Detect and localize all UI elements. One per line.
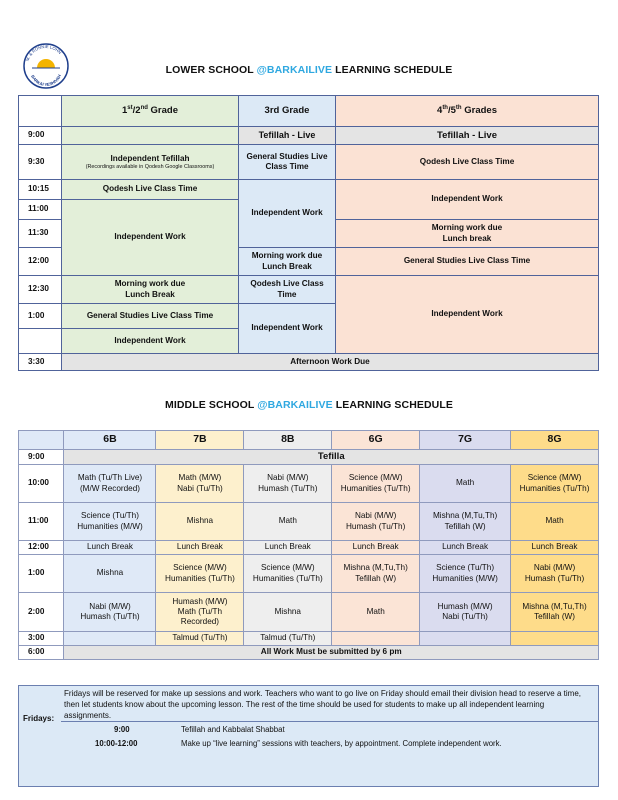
cell-morning-12: Morning work due Lunch Break (62, 276, 239, 304)
time-cell: 11:30 (19, 220, 62, 248)
row-1100 (19, 503, 599, 541)
row-1230 (19, 276, 599, 304)
time-cell: 6:00 (19, 646, 64, 660)
cell-1100-8g: Math (511, 503, 599, 541)
cell-qodesh-3: Qodesh Live Class Time (239, 276, 336, 304)
cell-200-6b: Nabi (M/W) Humash (Tu/Th) (64, 593, 156, 632)
header-7g: 7G (420, 431, 511, 450)
cell-300-7g (420, 632, 511, 646)
lower-title-prefix: LOWER SCHOOL (165, 64, 257, 76)
header-8b: 8B (244, 431, 332, 450)
cell-1000-7g: Math (420, 465, 511, 503)
cell-200-7b: Humash (M/W) Math (Tu/Th Recorded) (156, 593, 244, 632)
cell-300-8b: Talmud (Tu/Th) (244, 632, 332, 646)
time-cell: 10:15 (19, 180, 62, 200)
cell-indep-45b: Independent Work (336, 276, 599, 354)
fridays-label: Fridays: (23, 714, 55, 723)
cell-tefillah-3: Tefillah - Live (239, 127, 336, 145)
row-900 (19, 450, 599, 465)
cell-final-deadline: All Work Must be submitted by 6 pm (64, 646, 599, 660)
cell-100-8b: Science (M/W) Humanities (Tu/Th) (244, 555, 332, 593)
cell-morning-3: Morning work due Lunch Break (239, 248, 336, 276)
middle-school-title (0, 399, 618, 411)
cell-tefilla: Tefilla (64, 450, 599, 465)
cell-1000-8g: Science (M/W) Humanities (Tu/Th) (511, 465, 599, 503)
cell-indep-12b: Independent Work (62, 329, 239, 354)
corner-cell (19, 96, 62, 127)
row-100 (19, 555, 599, 593)
row-1000 (19, 465, 599, 503)
cell-1000-6g: Science (M/W) Humanities (Tu/Th) (332, 465, 420, 503)
fridays-divider (61, 721, 599, 722)
time-cell: 9:00 (19, 450, 64, 465)
middle-title-handle: @BARKAILIVE (257, 399, 333, 411)
cell-1100-6b: Science (Tu/Th) Humanities (M/W) (64, 503, 156, 541)
header-row (19, 96, 599, 127)
cell-1000-6b: Math (Tu/Th Live) (M/W Recorded) (64, 465, 156, 503)
cell-300-6g (332, 632, 420, 646)
cell-200-6g: Math (332, 593, 420, 632)
cell-1100-6g: Nabi (M/W) Humash (Tu/Th) (332, 503, 420, 541)
row-1200 (19, 541, 599, 555)
time-cell-empty (19, 329, 62, 354)
fridays-text: Fridays will be reserved for make up sessions and work. Teachers who want to go live on Friday should email their division head to reserve a time, then let students know about the upcoming lesson. The rest of the time should be used for students to make up all independent learning assignments. (64, 689, 581, 720)
cell-independent-tefillah: Independent Tefillah (Recordings available in Qodesh Google Classrooms) (62, 145, 239, 180)
corner-cell (19, 431, 64, 450)
row-200 (19, 593, 599, 632)
cell-qodesh-12: Qodesh Live Class Time (62, 180, 239, 200)
time-cell: 9:00 (19, 127, 62, 145)
time-cell: 12:00 (19, 541, 64, 555)
time-cell: 1:00 (19, 304, 62, 329)
header-6g: 6G (332, 431, 420, 450)
cell-lunch-6b: Lunch Break (64, 541, 156, 555)
header-7b: 7B (156, 431, 244, 450)
cell-indep-12: Independent Work (62, 200, 239, 276)
cell-1100-8b: Math (244, 503, 332, 541)
row-1015 (19, 180, 599, 200)
cell-100-6b: Mishna (64, 555, 156, 593)
cell-100-8g: Nabi (M/W) Humash (Tu/Th) (511, 555, 599, 593)
cell-lunch-8g: Lunch Break (511, 541, 599, 555)
cell-200-8b: Mishna (244, 593, 332, 632)
cell-300-6b (64, 632, 156, 646)
cell-lunch-7b: Lunch Break (156, 541, 244, 555)
svg-text:BARKAI YESHIVAH: BARKAI YESHIVAH (30, 73, 63, 88)
cell-200-7g: Humash (M/W) Nabi (Tu/Th) (420, 593, 511, 632)
row-930 (19, 145, 599, 180)
fridays-time-2: 10:00-12:00 (95, 739, 138, 748)
cell-tefillah-45: Tefillah - Live (336, 127, 599, 145)
header-8g: 8G (511, 431, 599, 450)
lower-title-suffix: LEARNING SCHEDULE (332, 64, 453, 76)
cell-morning-45: Morning work due Lunch break (336, 220, 599, 248)
cell-100-7b: Science (M/W) Humanities (Tu/Th) (156, 555, 244, 593)
fridays-desc-1: Tefillah and Kabbalat Shabbat (181, 725, 285, 734)
time-cell: 12:30 (19, 276, 62, 304)
time-cell: 3:00 (19, 632, 64, 646)
time-cell: 11:00 (19, 200, 62, 220)
middle-title-suffix: LEARNING SCHEDULE (332, 399, 453, 411)
cell-1100-7b: Mishna (156, 503, 244, 541)
cell-indep-45: Independent Work (336, 180, 599, 220)
class-header-row (19, 431, 599, 450)
lower-title-handle: @BARKAILIVE (256, 64, 333, 76)
cell-100-6g: Mishna (M,Tu,Th) Tefillah (W) (332, 555, 420, 593)
fridays-time-1: 9:00 (114, 725, 130, 734)
cell-lunch-7g: Lunch Break (420, 541, 511, 555)
cell-gs-live-3: General Studies Live Class Time (239, 145, 336, 180)
cell-afternoon: Afternoon Work Due (62, 354, 599, 371)
time-cell: 11:00 (19, 503, 64, 541)
row-600 (19, 646, 599, 660)
cell-qodesh-45: Qodesh Live Class Time (336, 145, 599, 180)
time-cell: 9:30 (19, 145, 62, 180)
svg-text:M. & RONNIE LOHN: M. & RONNIE LOHN (24, 43, 63, 62)
row-330 (19, 354, 599, 371)
header-grade-4-5: 4th/5th Grades (336, 96, 599, 127)
cell-1000-8b: Nabi (M/W) Humash (Tu/Th) (244, 465, 332, 503)
lower-school-title (0, 64, 618, 76)
cell-100-7g: Science (Tu/Th) Humanities (M/W) (420, 555, 511, 593)
header-grade-3: 3rd Grade (239, 96, 336, 127)
middle-title-prefix: MIDDLE SCHOOL (165, 399, 258, 411)
header-6b: 6B (64, 431, 156, 450)
header-grade-1-2: 1st/2nd Grade (62, 96, 239, 127)
fridays-desc-2: Make up “live learning” sessions with teachers, by appointment. Complete independent work. (181, 739, 502, 748)
middle-school-schedule (18, 430, 599, 660)
cell-gs-45: General Studies Live Class Time (336, 248, 599, 276)
cell-indep-3: Independent Work (239, 180, 336, 248)
cell-lunch-8b: Lunch Break (244, 541, 332, 555)
time-cell: 2:00 (19, 593, 64, 632)
cell-empty (62, 127, 239, 145)
cell-300-7b: Talmud (Tu/Th) (156, 632, 244, 646)
cell-lunch-6g: Lunch Break (332, 541, 420, 555)
cell-200-8g: Mishna (M,Tu,Th) Tefillah (W) (511, 593, 599, 632)
row-300 (19, 632, 599, 646)
lower-school-schedule (18, 95, 599, 371)
time-cell: 12:00 (19, 248, 62, 276)
time-cell: 10:00 (19, 465, 64, 503)
cell-1000-7b: Math (M/W) Nabi (Tu/Th) (156, 465, 244, 503)
cell-gs-12: General Studies Live Class Time (62, 304, 239, 329)
fridays-box (18, 685, 599, 787)
time-cell: 1:00 (19, 555, 64, 593)
cell-300-8g (511, 632, 599, 646)
row-900 (19, 127, 599, 145)
cell-indep-3b: Independent Work (239, 304, 336, 354)
time-cell: 3:30 (19, 354, 62, 371)
cell-1100-7g: Mishna (M,Tu,Th) Tefillah (W) (420, 503, 511, 541)
